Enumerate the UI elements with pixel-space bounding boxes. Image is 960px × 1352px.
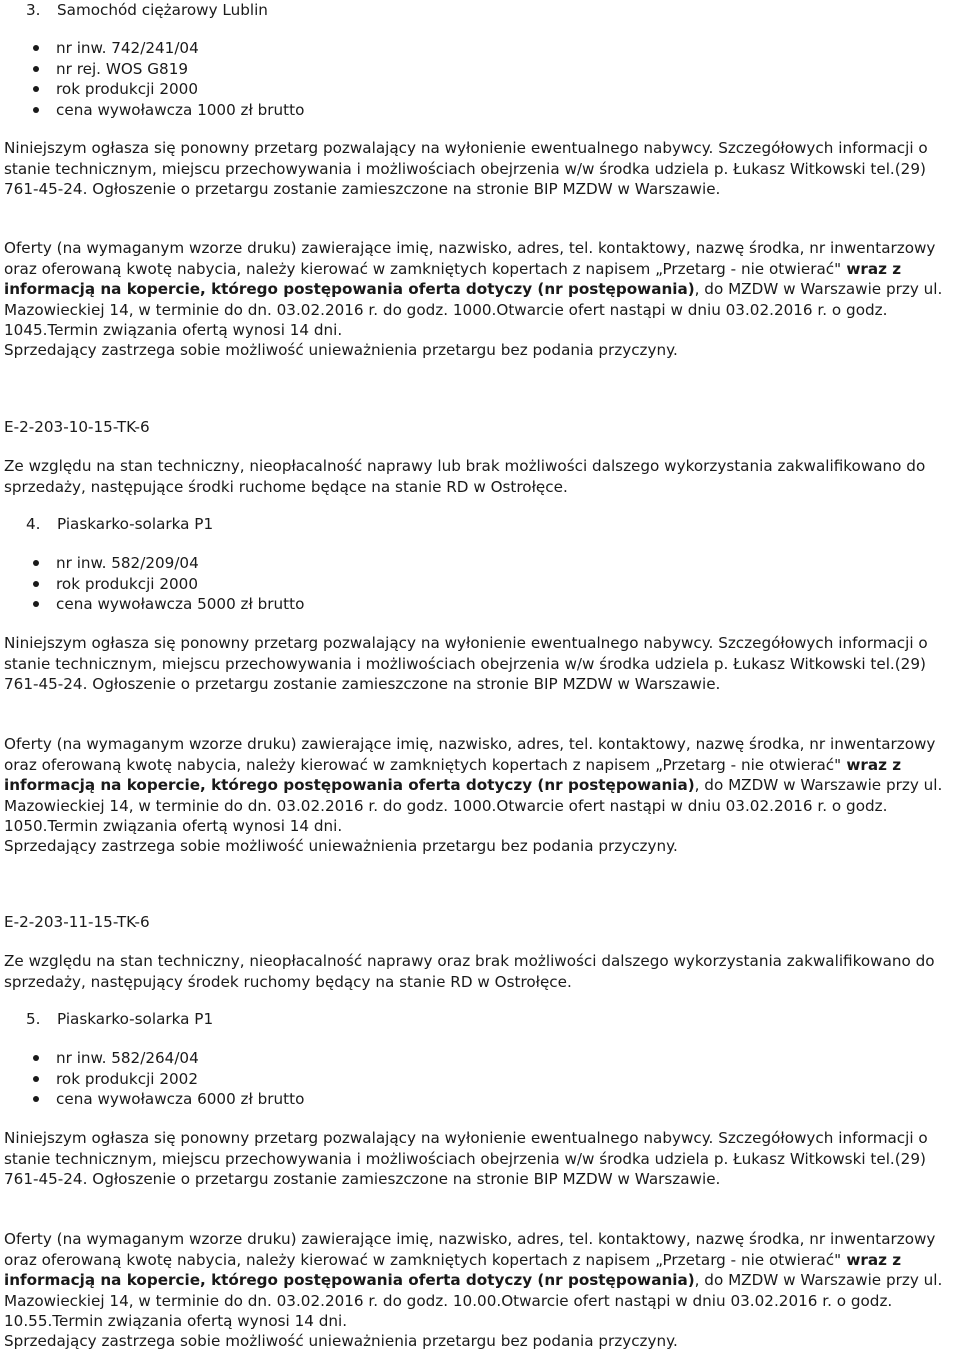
- offers-text: Oferty (na wymaganym wzorze druku) zawierające imię, nazwisko, adres, tel. kontaktowy, nazwę środka, nr inwentarzowy oraz oferowaną kwotę nabycia, należy kierować w zamkniętych kopertach z napisem „Przetarg - nie otwierać": [4, 239, 936, 278]
- tender-notice: Niniejszym ogłasza się ponowny przetarg pozwalający na wyłonienie ewentualnego nabywcy. Szczegółowych informacji o stanie technicznym, miejscu przechowywania i możliwościach obejrzenia w/w środka udziela p. Łukasz Witkowski tel.(29) 761-45-24. Ogłoszenie o przetargu zostanie zamieszczone na stronie BIP MZDW w Warszawie.: [4, 634, 928, 693]
- offers-instructions: [4, 1229, 960, 1332]
- offers-text-end: , do MZDW w Warszawie przy ul. Mazowieckiej 14, w terminie do dn. 03.02.2016 r. do godz. 1000.Otwarcie ofert nastąpi w dniu 03.02.2016 r. o godz. 1045.Termin związania ofertą wynosi 14 dni.: [4, 280, 943, 339]
- item-name: Piaskarko-solarka P1: [57, 1010, 214, 1028]
- offers-instructions: [4, 238, 960, 341]
- tender-notice: Niniejszym ogłasza się ponowny przetarg pozwalający na wyłonienie ewentualnego nabywcy. Szczegółowych informacji o stanie technicznym, miejscu przechowywania i możliwościach obejrzenia w/w środka udziela p. Łukasz Witkowski tel.(29) 761-45-24. Ogłoszenie o przetargu zostanie zamieszczone na stronie BIP MZDW w Warszawie.: [4, 1129, 928, 1188]
- offers-text: Oferty (na wymaganym wzorze druku) zawierające imię, nazwisko, adres, tel. kontaktowy, nazwę środka, nr inwentarzowy oraz oferowaną kwotę nabycia, należy kierować w zamkniętych kopertach z napisem „Przetarg - nie otwierać": [4, 735, 936, 774]
- offers-text-end: , do MZDW w Warszawie przy ul. Mazowieckiej 14, w terminie do dn. 03.02.2016 r. do godz. 10.00.Otwarcie ofert nastąpi w dniu 03.02.2016 r. o godz. 10.55.Termin związania ofertą wynosi 14 dni.: [4, 1271, 943, 1330]
- item-heading: [26, 1009, 213, 1030]
- item-name: Samochód ciężarowy Lublin: [57, 1, 268, 19]
- item-number: 4.: [26, 515, 41, 533]
- tender-notice: Niniejszym ogłasza się ponowny przetarg pozwalający na wyłonienie ewentualnego nabywcy. Szczegółowych informacji o stanie technicznym, miejscu przechowywania i możliwościach obejrzenia w/w środka udziela p. Łukasz Witkowski tel.(29) 761-45-24. Ogłoszenie o przetargu zostanie zamieszczone na stronie BIP MZDW w Warszawie.: [4, 139, 928, 198]
- list-item: cena wywoławcza 1000 zł brutto: [33, 100, 304, 121]
- list-item: rok produkcji 2000: [33, 79, 304, 100]
- document-code: E-2-203-11-15-TK-6: [4, 913, 150, 931]
- offers-instructions: [4, 734, 960, 837]
- reservation-note: Sprzedający zastrzega sobie możliwość unieważnienia przetargu bez podania przyczyny.: [4, 341, 678, 359]
- item-details-list: [33, 1048, 304, 1110]
- list-item: cena wywoławcza 6000 zł brutto: [33, 1089, 304, 1110]
- item-details-list: [33, 38, 304, 120]
- offers-bold-text: wraz z informacją na kopercie, którego postępowania oferta dotyczy (nr postępowania): [4, 755, 902, 794]
- item-details-list: [33, 553, 304, 615]
- section-intro: Ze względu na stan techniczny, nieopłacalność naprawy oraz brak możliwości dalszego wykorzystania zakwalifikowano do sprzedaży, następujący środek ruchomy będący na stanie RD w Ostrołęce.: [4, 952, 935, 991]
- item-name: Piaskarko-solarka P1: [57, 515, 214, 533]
- list-item: cena wywoławcza 5000 zł brutto: [33, 594, 304, 615]
- offers-text-end: , do MZDW w Warszawie przy ul. Mazowieckiej 14, w terminie do dn. 03.02.2016 r. do godz. 1000.Otwarcie ofert nastąpi w dniu 03.02.2016 r. o godz. 1050.Termin związania ofertą wynosi 14 dni.: [4, 776, 943, 835]
- list-item: nr rej. WOS G819: [33, 59, 304, 80]
- reservation-note: Sprzedający zastrzega sobie możliwość unieważnienia przetargu bez podania przyczyny.: [4, 837, 678, 855]
- item-heading: [26, 0, 268, 21]
- list-item: rok produkcji 2000: [33, 574, 304, 595]
- offers-bold-text: wraz z informacją na kopercie, którego postępowania oferta dotyczy (nr postępowania): [4, 1250, 902, 1289]
- item-number: 5.: [26, 1010, 41, 1028]
- section-intro: Ze względu na stan techniczny, nieopłacalność naprawy lub brak możliwości dalszego wykorzystania zakwalifikowano do sprzedaży, następujące środki ruchome będące na stanie RD w Ostrołęce.: [4, 457, 926, 496]
- offers-text: Oferty (na wymaganym wzorze druku) zawierające imię, nazwisko, adres, tel. kontaktowy, nazwę środka, nr inwentarzowy oraz oferowaną kwotę nabycia, należy kierować w zamkniętych kopertach z napisem „Przetarg - nie otwierać": [4, 1230, 936, 1269]
- document-code: E-2-203-10-15-TK-6: [4, 418, 150, 436]
- list-item: nr inw. 742/241/04: [33, 38, 304, 59]
- offers-bold-text: wraz z informacją na kopercie, którego postępowania oferta dotyczy (nr postępowania): [4, 259, 902, 298]
- list-item: rok produkcji 2002: [33, 1069, 304, 1090]
- reservation-note: Sprzedający zastrzega sobie możliwość unieważnienia przetargu bez podania przyczyny.: [4, 1332, 678, 1350]
- list-item: nr inw. 582/264/04: [33, 1048, 304, 1069]
- item-heading: [26, 514, 213, 535]
- item-number: 3.: [26, 1, 41, 19]
- list-item: nr inw. 582/209/04: [33, 553, 304, 574]
